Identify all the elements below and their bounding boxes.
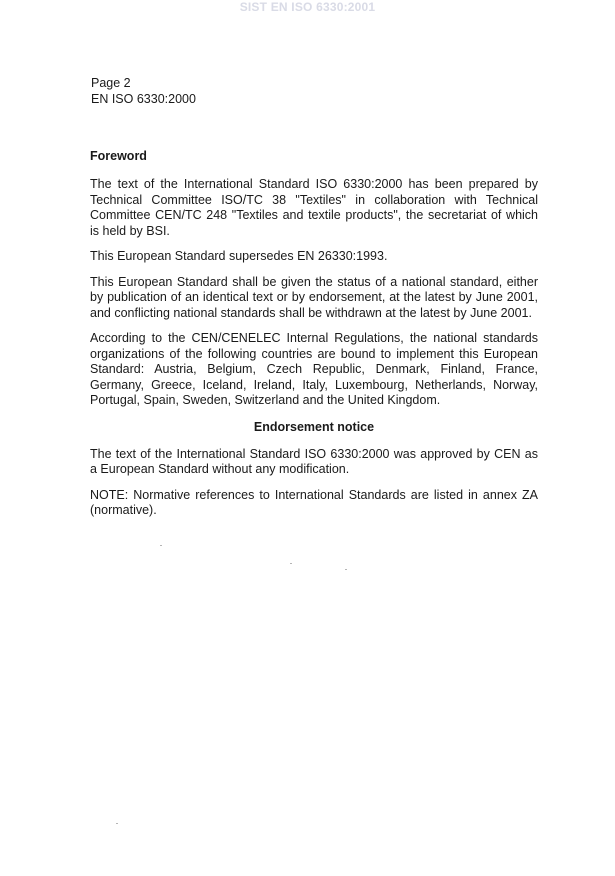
scan-speck <box>345 569 347 570</box>
watermark: SIST EN ISO 6330:2001 <box>239 0 376 14</box>
endorsement-paragraph: The text of the International Standard ISO 6330:2000 was approved by CEN as a European Standard without any modification. <box>90 446 538 476</box>
foreword-paragraph: According to the CEN/CENELEC Internal Regulations, the national standards organizations of the following countries are bound to implement this European Standard: Austria, Belgium, Czech Republic, Denmark, Finland, France, Germany, Greece, Iceland, Ireland, Italy, Luxembourg, Netherlands, Norway, Portugal, Spain, Sweden, Switzerland and the United Kingdom. <box>90 331 538 407</box>
endorsement-title: Endorsement notice <box>253 419 375 434</box>
page-header <box>91 75 196 107</box>
document-body <box>90 148 538 529</box>
foreword-title: Foreword <box>90 149 147 163</box>
foreword-paragraph: This European Standard shall be given the status of a national standard, either by publication of an identical text or by endorsement, at the latest by June 2001, and conflicting national standards shall be withdrawn at the latest by June 2001. <box>90 274 538 320</box>
foreword-paragraph: The text of the International Standard ISO 6330:2000 has been prepared by Technical Committee ISO/TC 38 "Textiles" in collaboration with Technical Committee CEN/TC 248 "Textiles and textile products", the secretariat of which is held by BSI. <box>90 177 538 238</box>
endorsement-note: NOTE: Normative references to International Standards are listed in annex ZA (normative). <box>90 487 538 517</box>
standard-reference: EN ISO 6330:2000 <box>91 92 196 106</box>
scan-speck <box>116 823 118 824</box>
scan-speck <box>160 545 162 546</box>
foreword-paragraph: This European Standard supersedes EN 26330:1993. <box>90 249 388 263</box>
page-number: Page 2 <box>91 76 131 90</box>
scan-speck <box>290 563 292 564</box>
